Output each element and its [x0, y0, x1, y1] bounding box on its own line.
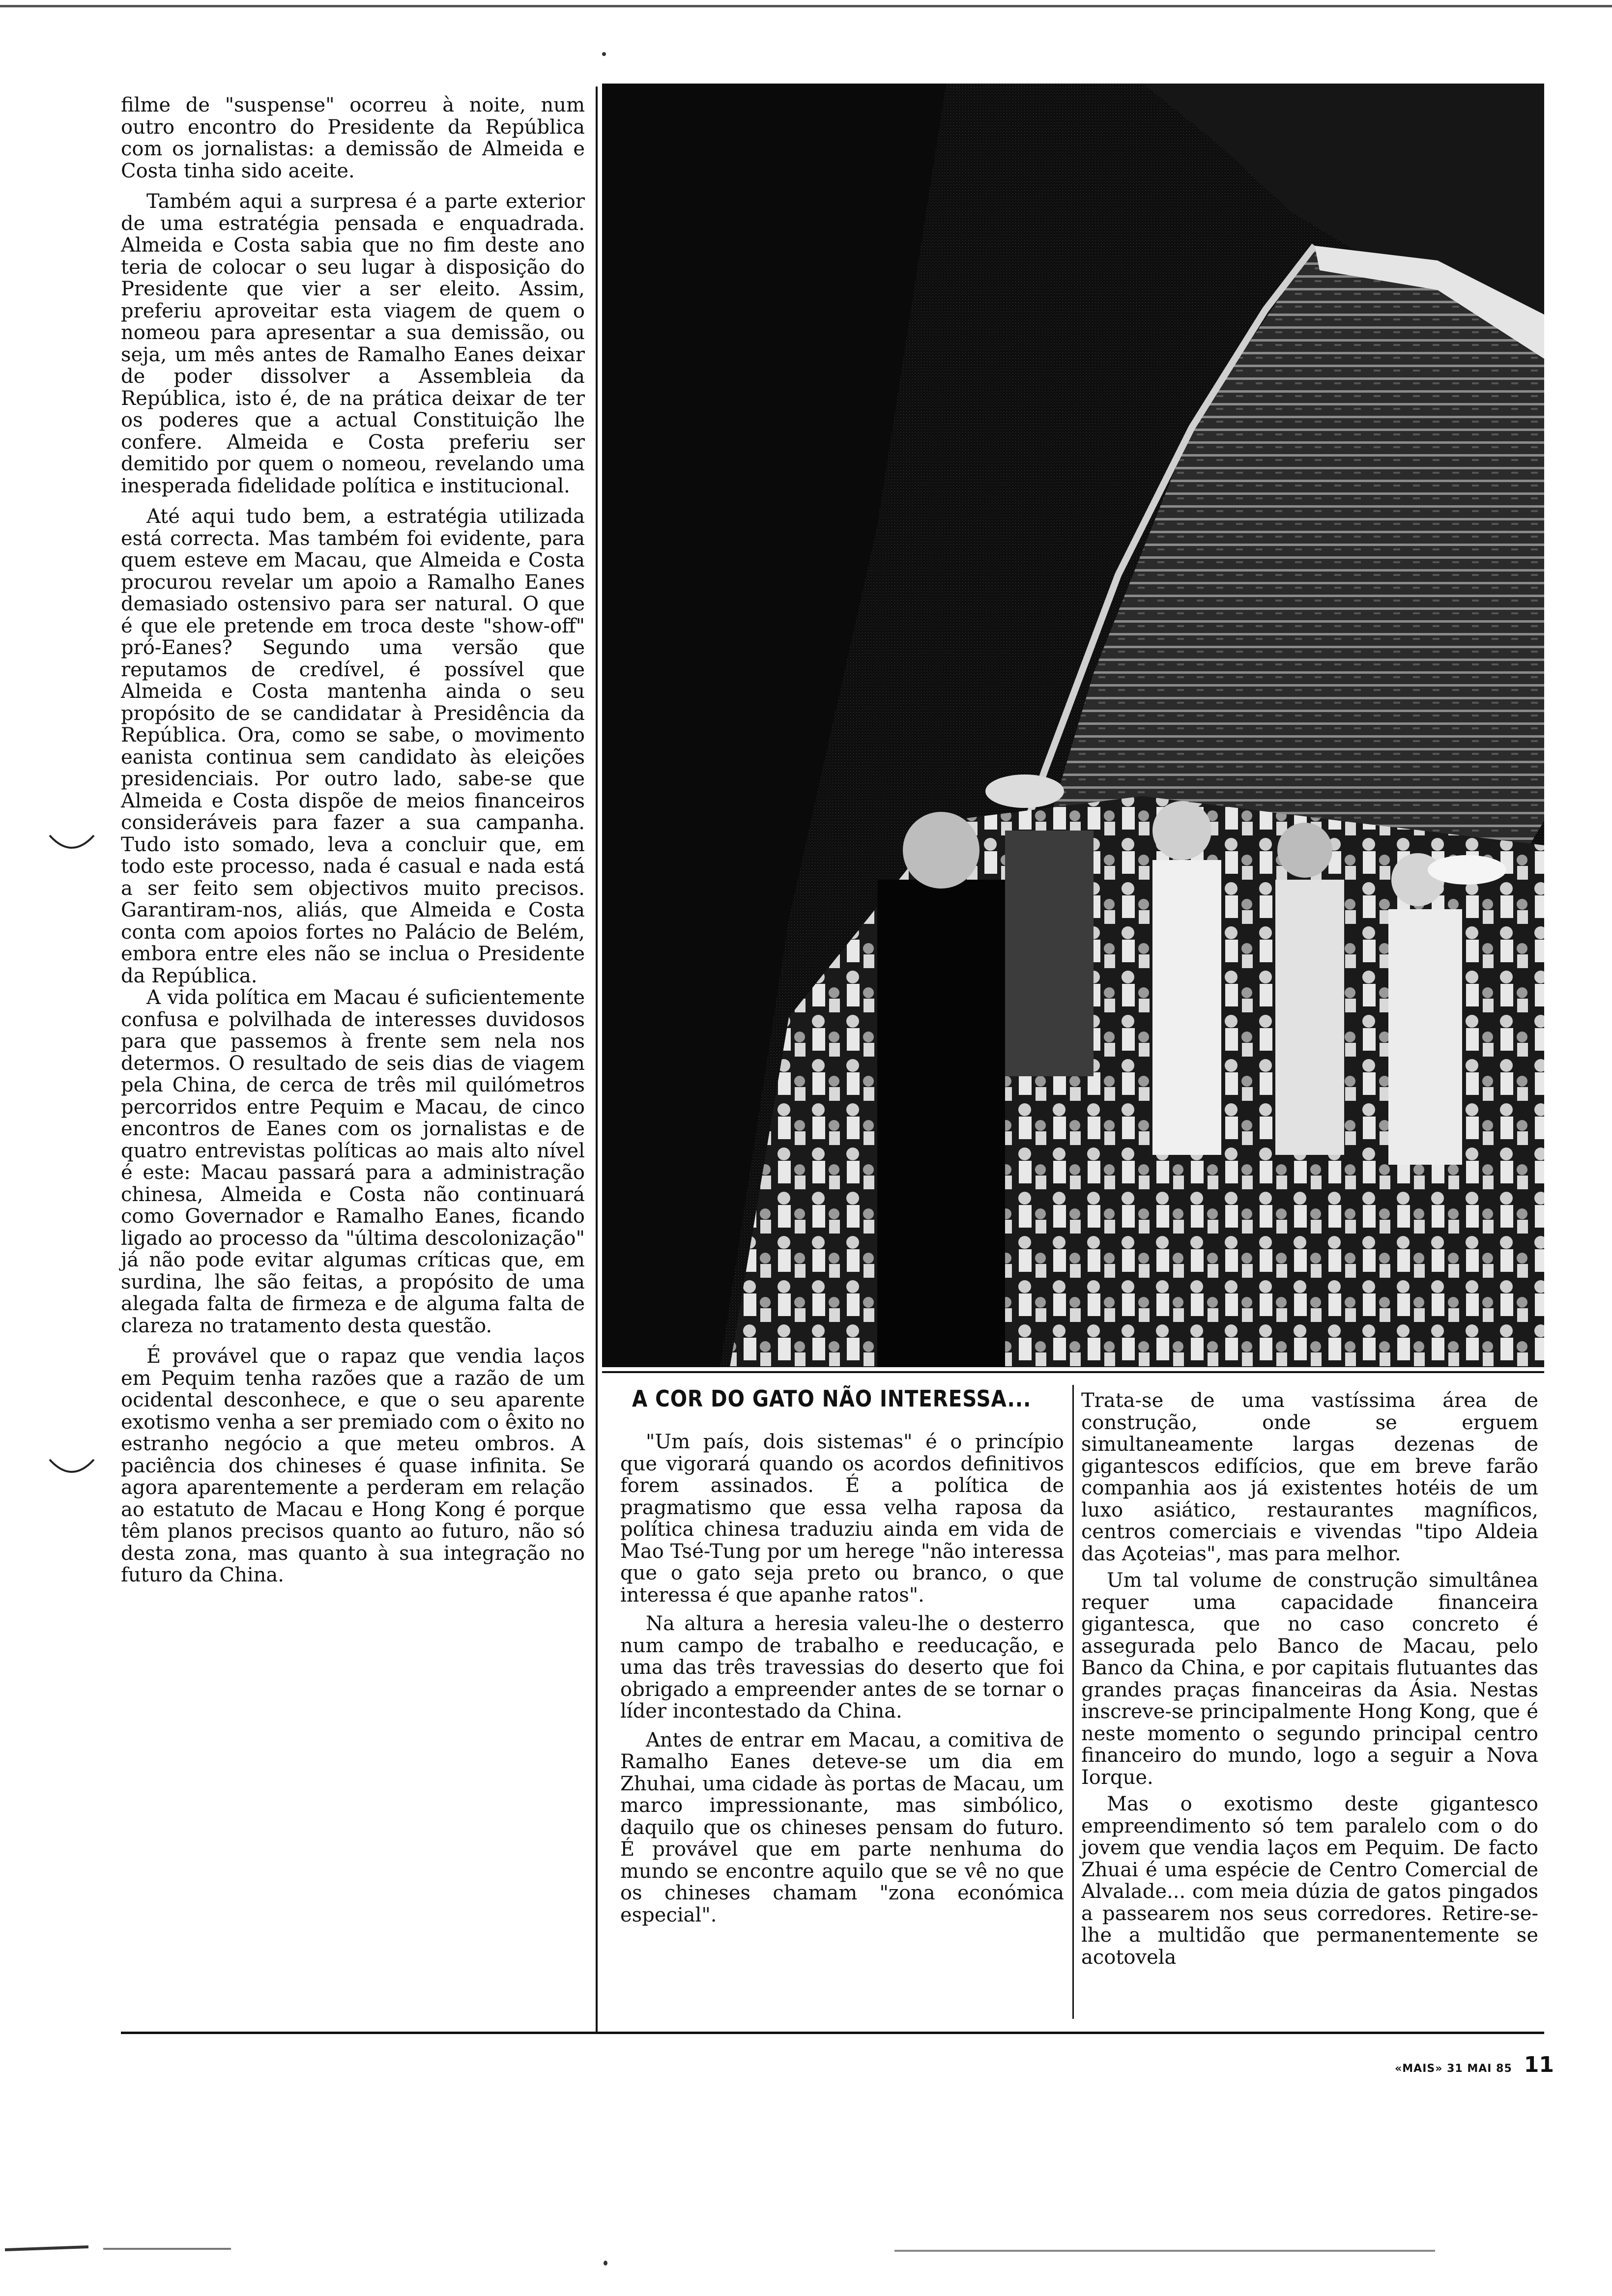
column-rule-left — [596, 86, 598, 2033]
scan-artifact-2 — [103, 2248, 231, 2250]
scan-edge-top — [0, 5, 1612, 7]
col1-paragraph-2: Também aqui a surpresa é a parte exterior de uma estratégia pensada e enquadrada. Almeida e Costa sabia que no fim deste ano teria de colocar o seu lugar à disposição do Presidente que vier a ser eleito. Assim, preferiu aproveitar esta viagem de quem o nomeou para apresentar a sua demissão, ou seja, um mês antes de Ramalho Eanes deixar de poder dissolver a Assembleia da República, isto é, de na prática deixar de ter os poderes que a actual Constituição lhe confere. Almeida e Costa preferiu ser demitido por quem o nomeou, revelando uma inesperada fidelidade política e institucional. — [121, 190, 585, 497]
page-number: 11 — [1524, 2052, 1554, 2077]
photo-lead-figure-head — [903, 812, 979, 889]
col1-paragraph-5: É provável que o rapaz que vendia laços em Pequim tenha razões que a razão de um ocidental desconhece, e que o seu aparente exotismo venha a ser premiado com o êxito no estranho negócio a que meteu ombros. A paciência dos chineses é quase infinita. Se agora aparentemente a perderam em relação ao estatuto de Macau e Hong Kong é porque têm planos precisos quanto ao futuro, não só desta zona, mas quanto à sua integração no futuro da China. — [121, 1345, 585, 1586]
col2-paragraph-2: Na altura a heresia valeu-lhe o desterro num campo de trabalho e reeducação, e uma das três travessias do deserto que foi obrigado a empreender antes de se tornar o líder incontestado da China. — [620, 1612, 1064, 1722]
col3-paragraph-1: Trata-se de uma vastíssima área de construção, onde se erguem simultaneamente largas dezenas de gigantescos edifícios, que em breve farão companhia aos já existentes hotéis de um luxo asiático, restaurantes magníficos, centros comerciais e vivendas "tipo Aldeia das Açoteias", mas para melhor. — [1081, 1389, 1538, 1565]
scan-dot-bottom — [604, 2261, 607, 2266]
column-rule-right — [1072, 1385, 1074, 2019]
article-column-3 — [1081, 1390, 1538, 1968]
photo-lead-figure — [877, 880, 1005, 1367]
binding-mark-upper — [47, 831, 96, 860]
col2-paragraph-3: Antes de entrar em Macau, a comitiva de Ramalho Eanes deteve-se um dia em Zhuhai, uma cidade às portas de Macau, um marco impressionante, mas simbólico, daquilo que os chineses pensam do futuro. É provável que em parte nenhuma do mundo se encontre aquilo que se vê no que os chineses chamam "zona económica especial". — [620, 1728, 1064, 1926]
col1-paragraph-1: filme de "suspense" ocorreu à noite, num outro encontro do Presidente da República com os jornalistas: a demissão de Almeida e Costa tinha sido aceite. — [121, 94, 585, 182]
binding-mark-lower — [47, 1455, 96, 1484]
scan-artifact-3 — [894, 2250, 1435, 2252]
page-bottom-rule — [121, 2032, 1544, 2034]
col3-paragraph-3: Mas o exotismo deste gigantesco empreendimento só tem paralelo com o do jovem que vendia laços em Pequim. De facto Zhuai é uma espécie de Centro Comercial de Alvalade... com meia dúzia de gatos pingados a passearem nos seus corredores. Retire-se-lhe a multidão que permanentemente se acotovela — [1081, 1793, 1538, 1969]
col1-paragraph-3: Até aqui tudo bem, a estratégia utilizada está correcta. Mas também foi evidente, para quem esteve em Macau, que Almeida e Costa procurou revelar um apoio a Ramalho Eanes demasiado ostensivo para ser natural. O que é que ele pretende em troca deste "show-off" pró-Eanes? Segundo uma versão que reputamos de credível, é possível que Almeida e Costa mantenha ainda o seu propósito de se candidatar à Presidência da República. Ora, como se sabe, o movimento eanista continua sem candidato às eleições presidenciais. Por outro lado, sabe-se que Almeida e Costa dispõe de meios financeiros consideráveis para fazer a sua campanha. Tudo isto somado, leva a concluir que, em todo este processo, nada é casual e nada está a ser feito sem objectivos muito precisos. Garantiram-nos, aliás, que Almeida e Costa conta com apoios fortes no Palácio de Belém, embora entre eles não se inclua o Presidente da República. — [121, 505, 585, 987]
article-column-2 — [620, 1385, 1064, 1926]
scan-dot — [602, 52, 606, 56]
footer-source: «MAIS» 31 MAI 85 — [1395, 2063, 1512, 2075]
page-footer — [1395, 2052, 1554, 2077]
col1-paragraph-4: A vida política em Macau é suficientemente confusa e polvilhada de interesses duvidosos para que passemos à frente sem nela nos determos. O resultado de seis dias de viagem pela China, de cerca de três mil quilómetros percorridos entre Pequim e Macau, de cinco encontros de Eanes com os jornalistas e de quatro entrevistas políticas ao mais alto nível é este: Macau passará para a administração chinesa, Almeida e Costa não continuará como Governador e Ramalho Eanes, ficando ligado ao processo da "última descolonização" já não pode evitar algumas críticas que, em surdina, lhe são feitas, a propósito de uma alegada falta de firmeza e de alguma falta de clareza no tratamento desta questão. — [121, 986, 585, 1337]
photo-bottom-rule — [602, 1371, 1544, 1373]
great-wall-photo — [602, 84, 1544, 1367]
scan-artifact-1 — [5, 2245, 88, 2251]
col3-paragraph-2: Um tal volume de construção simultânea requer uma capacidade financeira gigantesca, que no caso concreto é assegurada pelo Banco de Macau, pelo Banco da China, e por capitais flutuantes das grandes praças financeiras da Ásia. Nestas inscreve-se principalmente Hong Kong, que é neste momento o segundo principal centro financeiro do mundo, logo a seguir a Nova Iorque. — [1081, 1569, 1538, 1789]
section-heading: A COR DO GATO NÃO INTERESSA... — [632, 1385, 1032, 1412]
col2-paragraph-1: "Um país, dois sistemas" é o princípio que vigorará quando os acordos definitivos forem assinados. É a política de pragmatismo que essa velha raposa da política chinesa traduziu ainda em vida de Mao Tsé-Tung por um herege "não interessa que o gato seja preto ou branco, o que interessa é que apanhe ratos". — [620, 1431, 1064, 1607]
article-column-1 — [121, 94, 585, 1586]
